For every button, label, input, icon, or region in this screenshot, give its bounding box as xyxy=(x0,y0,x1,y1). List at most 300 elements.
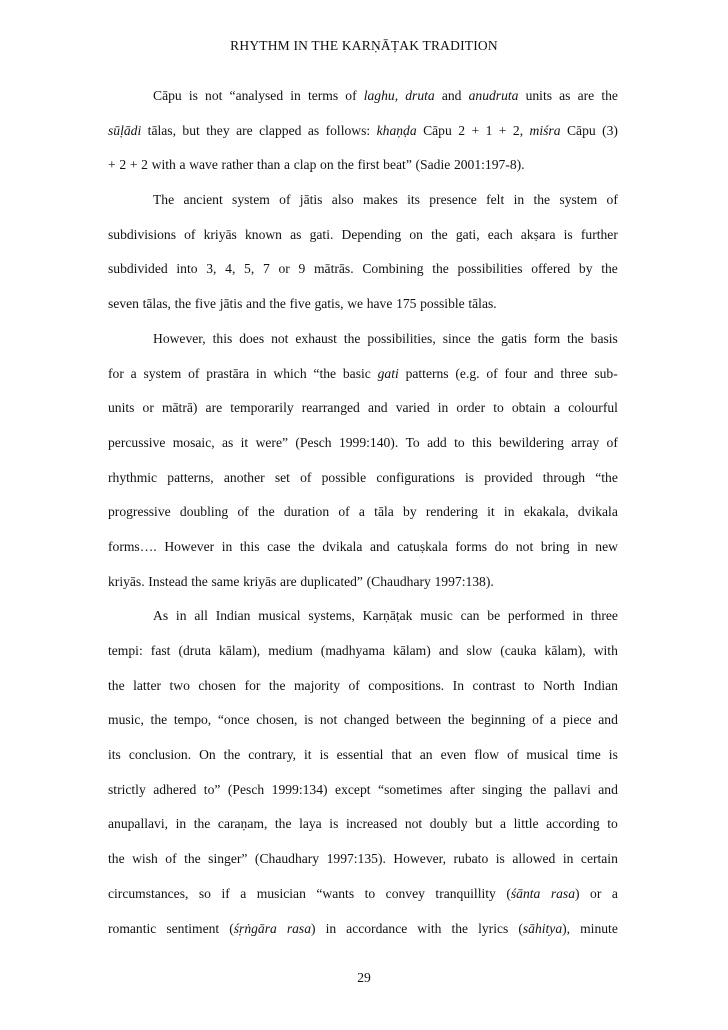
word: on xyxy=(409,226,423,242)
word: chosen xyxy=(198,677,237,693)
word: units xyxy=(525,88,553,103)
word: progressive xyxy=(108,504,171,520)
word: Indian xyxy=(583,677,618,693)
word: not xyxy=(319,712,338,728)
word: 7 xyxy=(262,261,270,277)
word: musical xyxy=(526,747,569,763)
word: another xyxy=(223,469,265,485)
word: a xyxy=(179,157,186,173)
word: “the xyxy=(313,365,337,381)
word: rasa) xyxy=(286,920,316,936)
word: clapped xyxy=(259,122,302,138)
word: the xyxy=(223,747,241,763)
word: “the xyxy=(595,469,618,485)
word: kālam), xyxy=(544,643,586,658)
word: wave xyxy=(189,157,218,173)
word: be xyxy=(487,608,501,624)
word: three xyxy=(590,608,618,624)
word: not xyxy=(205,88,223,103)
word: as xyxy=(221,434,234,450)
word: the xyxy=(601,88,618,103)
text-line xyxy=(108,676,618,711)
word: except xyxy=(335,781,371,797)
word: this xyxy=(471,434,492,450)
text-line xyxy=(108,884,618,919)
word: as xyxy=(290,226,302,242)
word: 1999:134) xyxy=(271,781,328,797)
word: if xyxy=(221,885,230,901)
text-line xyxy=(108,849,618,884)
word: form xyxy=(533,330,561,346)
text-line xyxy=(108,259,618,294)
word: tempi: xyxy=(108,643,143,658)
word: romantic xyxy=(108,920,157,936)
word: jātis xyxy=(299,192,323,208)
word: Cāpu xyxy=(153,88,182,103)
word: in xyxy=(577,538,588,554)
word: offered xyxy=(531,261,571,277)
word: tālas. xyxy=(468,296,497,312)
word: of xyxy=(606,192,618,208)
word: 1 xyxy=(485,122,493,138)
running-header: RHYTHM IN THE KARṆĀṬAK TRADITION xyxy=(230,38,498,53)
word: bewildering xyxy=(498,434,564,450)
word: not xyxy=(271,330,289,346)
word: forms…. xyxy=(108,538,157,554)
word: exhaust xyxy=(295,330,337,346)
word: the xyxy=(431,226,448,242)
word: 2 xyxy=(458,122,466,138)
word: lyrics xyxy=(478,920,509,936)
word: caraṇam, xyxy=(217,816,268,832)
word: also xyxy=(331,192,354,208)
word: contrary, xyxy=(248,747,297,763)
word: in xyxy=(290,88,301,103)
word: that xyxy=(391,747,412,763)
word: in xyxy=(256,365,267,381)
word: of xyxy=(345,88,357,103)
word: rendering xyxy=(425,504,478,520)
word: tempo, xyxy=(173,712,212,728)
word: possible xyxy=(420,296,465,312)
word: are xyxy=(577,88,595,103)
word: miśra xyxy=(529,122,561,138)
word: sentiment xyxy=(166,920,220,936)
word: 9 xyxy=(298,261,306,277)
word: jātis xyxy=(219,296,243,312)
word: (3) xyxy=(602,122,618,138)
word: singer” xyxy=(208,851,248,867)
word: tālas, xyxy=(142,296,171,312)
word: the xyxy=(477,330,495,346)
word: since xyxy=(442,330,471,346)
text-line xyxy=(108,745,618,780)
word: + xyxy=(471,122,480,138)
word: bring xyxy=(540,538,570,554)
word: systems, xyxy=(308,608,355,624)
word: 2, xyxy=(512,122,524,138)
word: gati. xyxy=(309,226,334,242)
word: varied xyxy=(395,400,430,416)
word: felt xyxy=(486,192,505,208)
word: in xyxy=(437,400,449,416)
word: presence xyxy=(429,192,477,208)
word: (Pesch xyxy=(227,781,265,797)
word: the xyxy=(432,261,449,277)
word: order xyxy=(456,400,486,416)
text-line xyxy=(108,606,618,641)
word: rhythmic xyxy=(108,469,158,485)
word: North xyxy=(543,677,575,693)
word: to xyxy=(493,400,504,416)
word: by xyxy=(578,261,593,277)
word: doubly xyxy=(429,816,468,832)
word: not xyxy=(404,816,423,832)
word: is xyxy=(563,226,573,242)
word: wish xyxy=(132,851,158,867)
word: three xyxy=(560,365,588,381)
word: flow xyxy=(474,747,500,763)
word: of xyxy=(507,747,519,763)
word: akṣara xyxy=(520,226,556,242)
word: temporarily xyxy=(230,400,294,416)
word: a xyxy=(130,365,137,381)
word: the xyxy=(447,712,465,728)
word: in xyxy=(572,608,583,624)
page-number: 29 xyxy=(357,970,371,985)
word: four xyxy=(504,365,528,381)
word: (Pesch xyxy=(295,434,332,450)
word: five xyxy=(289,296,311,312)
word: kriyās xyxy=(243,573,277,589)
word: and xyxy=(438,643,459,658)
word: Karṇāṭak xyxy=(362,608,413,624)
word: a xyxy=(611,885,618,901)
word: the xyxy=(533,192,551,208)
text-line xyxy=(108,190,618,225)
word: a xyxy=(240,885,247,901)
text-line xyxy=(108,225,618,260)
word: in xyxy=(503,504,515,520)
text-line xyxy=(108,468,618,503)
word: possible xyxy=(321,469,367,485)
text-line xyxy=(108,572,618,607)
word: according xyxy=(546,816,600,832)
word: are xyxy=(205,400,223,416)
text-line xyxy=(108,780,618,815)
word: the xyxy=(343,330,361,346)
word: duplicated” xyxy=(300,573,363,589)
word: patterns xyxy=(405,365,449,381)
body-text xyxy=(108,86,618,953)
word: and xyxy=(598,712,618,728)
word: terms xyxy=(307,88,339,103)
word: obtain xyxy=(511,400,546,416)
word: patterns, xyxy=(167,469,214,485)
word: add xyxy=(427,434,447,450)
word: the xyxy=(298,538,315,554)
word: the xyxy=(268,677,286,693)
word: 175 xyxy=(396,296,417,312)
word: of xyxy=(188,365,200,381)
word: music, xyxy=(108,712,144,728)
word: five xyxy=(194,296,217,312)
word: The xyxy=(153,192,175,208)
word: so xyxy=(198,885,211,901)
word: in xyxy=(562,851,574,867)
word: (sāhitya), xyxy=(518,920,571,936)
word: and xyxy=(367,400,388,416)
word: kālam) xyxy=(393,643,431,658)
word: in xyxy=(325,920,337,936)
word: latter xyxy=(133,677,162,693)
word: catuṣkala xyxy=(397,538,448,554)
word: time xyxy=(576,747,601,763)
text-line xyxy=(108,329,618,364)
word: known xyxy=(244,226,282,242)
word: than xyxy=(256,157,281,173)
word: tranquillity xyxy=(435,885,496,901)
text-line xyxy=(108,86,618,121)
word: “wants xyxy=(316,885,355,901)
word: between xyxy=(395,712,442,728)
word: (druta xyxy=(178,643,211,658)
word: performed xyxy=(507,608,565,624)
word: or xyxy=(278,261,290,277)
word: of xyxy=(165,851,177,867)
text-line xyxy=(108,502,618,537)
word: we xyxy=(347,296,364,312)
word: of xyxy=(237,504,249,520)
word: a xyxy=(358,504,365,520)
word: the xyxy=(601,261,618,277)
word: further xyxy=(580,226,618,242)
text-line xyxy=(108,398,618,433)
word: with xyxy=(417,920,442,936)
word: through xyxy=(542,469,586,485)
word: pallavi xyxy=(553,781,591,797)
word: the xyxy=(108,677,125,693)
word: dvikala xyxy=(577,504,618,520)
word: the xyxy=(174,296,192,312)
word: kriyās. xyxy=(108,573,145,589)
word: 1997:135). xyxy=(326,851,386,867)
word: they xyxy=(206,122,230,138)
word: the xyxy=(529,781,547,797)
word: are xyxy=(280,573,297,589)
word: percussive xyxy=(108,434,166,450)
word: but xyxy=(182,122,200,138)
word: dvikala xyxy=(322,538,363,554)
word: the xyxy=(258,504,275,520)
word: the xyxy=(193,816,211,832)
word: kriyās xyxy=(203,226,237,242)
word: Cāpu xyxy=(566,122,596,138)
word: (Chaudhary xyxy=(366,573,431,589)
word: which xyxy=(273,365,307,381)
word: even xyxy=(440,747,467,763)
word: to xyxy=(607,816,618,832)
word: an xyxy=(419,747,433,763)
word: Combining xyxy=(362,261,424,277)
word: certain xyxy=(580,851,618,867)
word: as xyxy=(307,122,320,138)
word: little xyxy=(513,816,539,832)
text-line xyxy=(108,121,618,156)
word: this xyxy=(239,538,260,554)
word: ekakala, xyxy=(523,504,569,520)
word: accordance xyxy=(346,920,408,936)
word: and xyxy=(533,365,554,381)
word: and xyxy=(441,88,462,103)
word: gati xyxy=(377,365,399,381)
word: to” xyxy=(203,781,221,797)
word: the xyxy=(337,157,354,173)
word: allowed xyxy=(512,851,556,867)
word: system xyxy=(559,192,598,208)
word: slow xyxy=(466,643,493,658)
word: On xyxy=(199,747,216,763)
word: kālam), xyxy=(219,643,261,658)
text-line xyxy=(108,919,618,954)
text-line xyxy=(108,814,618,849)
word: 4, xyxy=(225,261,236,277)
text-line xyxy=(108,433,618,468)
word: the xyxy=(184,851,201,867)
word: circumstances, xyxy=(108,885,189,901)
word: is xyxy=(465,469,475,485)
word: of xyxy=(184,226,196,242)
word: Depending xyxy=(341,226,402,242)
word: seven xyxy=(108,296,139,312)
word: is xyxy=(608,747,618,763)
word: all xyxy=(194,608,208,624)
word: it xyxy=(487,504,495,520)
word: Indian xyxy=(215,608,251,624)
word: but xyxy=(475,816,493,832)
word: beat” xyxy=(383,157,412,173)
word: have xyxy=(366,296,393,312)
word: of xyxy=(606,434,618,450)
word: khaṇḍa xyxy=(376,122,417,138)
word: a xyxy=(553,400,560,416)
word: is xyxy=(188,88,198,103)
word: each xyxy=(487,226,513,242)
word: However, xyxy=(153,330,206,346)
word: 1999:140). xyxy=(338,434,399,450)
word: piece xyxy=(562,712,592,728)
word: in xyxy=(513,192,525,208)
word: (cauka xyxy=(500,643,537,658)
word: contrast xyxy=(472,677,516,693)
word: possibilities xyxy=(457,261,523,277)
word: the xyxy=(269,296,286,312)
word: increased xyxy=(345,816,398,832)
word: adhered xyxy=(153,781,197,797)
word: of xyxy=(486,365,498,381)
word: units xyxy=(108,400,135,416)
word: subdivisions xyxy=(108,226,176,242)
word: its xyxy=(407,192,420,208)
word: can xyxy=(460,608,480,624)
text-line xyxy=(108,710,618,745)
word: tālas, xyxy=(147,122,176,138)
word: compositions. xyxy=(368,677,445,693)
word: do xyxy=(494,538,509,554)
word: “sometimes xyxy=(378,781,443,797)
word: same xyxy=(211,573,240,589)
word: does xyxy=(239,330,265,346)
word: changed xyxy=(343,712,390,728)
word: is xyxy=(304,712,314,728)
word: + xyxy=(498,122,507,138)
word: minute xyxy=(580,920,618,936)
word: and xyxy=(246,296,266,312)
text-line xyxy=(108,364,618,399)
word: 2 xyxy=(119,157,127,173)
word: the xyxy=(108,851,125,867)
word: 3, xyxy=(206,261,217,277)
word: set xyxy=(274,469,290,485)
text-line xyxy=(108,537,618,572)
word: the xyxy=(150,712,168,728)
word: two xyxy=(169,677,190,693)
word: the xyxy=(274,816,292,832)
word: basic xyxy=(342,365,371,381)
word: a xyxy=(284,157,291,173)
word: array xyxy=(571,434,600,450)
word: of xyxy=(338,504,350,520)
word: duration xyxy=(283,504,330,520)
word: (madhyama xyxy=(320,643,385,658)
word: sūḷādi xyxy=(108,122,142,138)
word: medium xyxy=(268,643,313,658)
word: to xyxy=(454,434,465,450)
word: However, xyxy=(393,851,447,867)
word: the xyxy=(567,330,584,346)
word: or xyxy=(590,885,602,901)
word: a xyxy=(500,816,507,832)
word: configurations xyxy=(376,469,455,485)
word: on xyxy=(320,157,334,173)
text-line xyxy=(108,294,618,329)
word: ancient xyxy=(183,192,223,208)
word: mātrās. xyxy=(313,261,354,277)
word: colourful xyxy=(568,400,618,416)
word: of xyxy=(300,469,312,485)
word: possibilities, xyxy=(367,330,436,346)
word: makes xyxy=(363,192,398,208)
word: (śānta xyxy=(506,885,541,901)
word: rasa) xyxy=(550,885,580,901)
word: rubato xyxy=(453,851,489,867)
text-line xyxy=(108,155,618,190)
word: of xyxy=(348,677,360,693)
word: to xyxy=(364,885,376,901)
word: convey xyxy=(385,885,425,901)
word: a xyxy=(550,712,557,728)
word: 1997:138). xyxy=(434,573,494,589)
word: for xyxy=(108,365,124,381)
word: forms xyxy=(455,538,488,554)
word: in xyxy=(175,816,187,832)
word: prastāra xyxy=(206,365,250,381)
text-line xyxy=(108,641,618,676)
word: essential xyxy=(336,747,384,763)
word: clap xyxy=(293,157,317,173)
word: musical xyxy=(258,608,301,624)
word: singing xyxy=(482,781,523,797)
